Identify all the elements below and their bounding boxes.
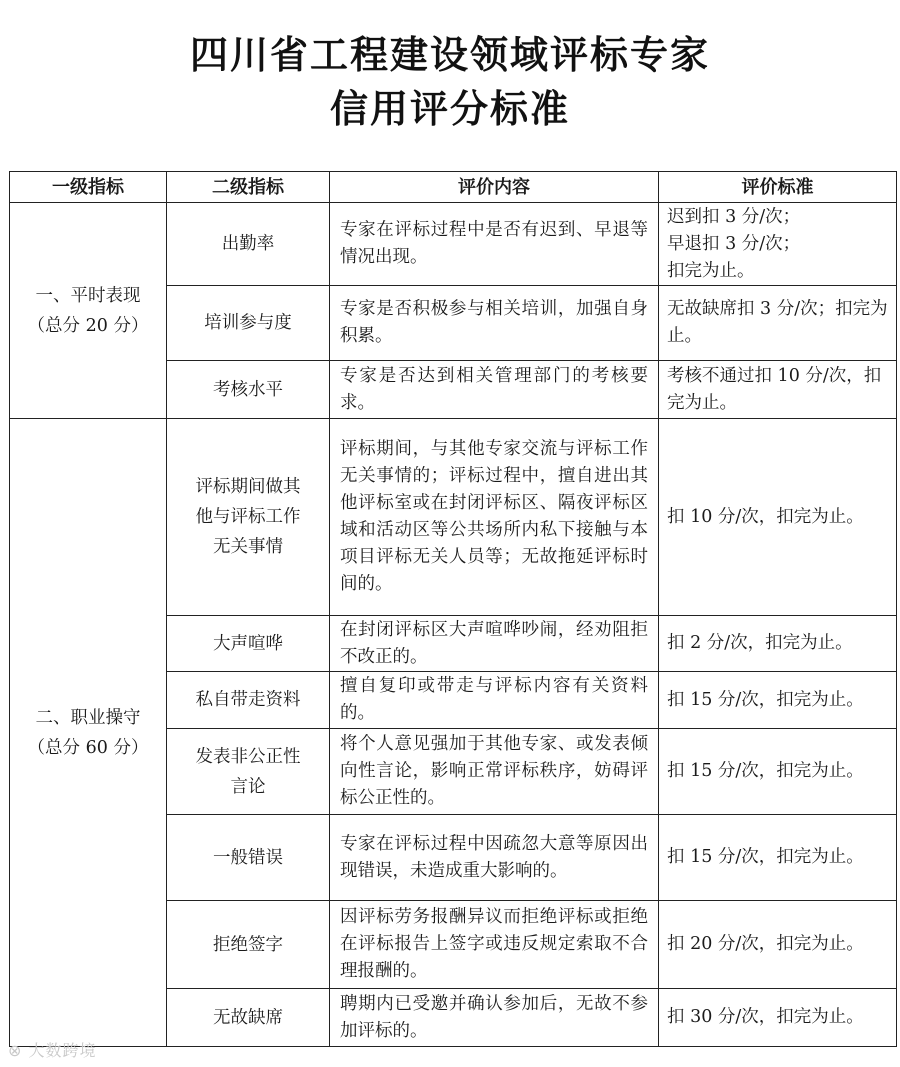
level2-cell: 培训参与度 [167, 286, 330, 361]
content-cell: 专家在评标过程中因疏忽大意等原因出现错误，未造成重大影响的。 [330, 815, 659, 901]
standard-cell: 迟到扣 3 分/次； 早退扣 3 分/次； 扣完为止。 [659, 203, 897, 286]
content-cell: 专家是否达到相关管理部门的考核要求。 [330, 361, 659, 419]
content-cell: 专家是否积极参与相关培训，加强自身积累。 [330, 286, 659, 361]
standard-cell: 扣 10 分/次，扣完为止。 [659, 419, 897, 616]
level2-cell: 私自带走资料 [167, 672, 330, 729]
standard-cell: 扣 15 分/次，扣完为止。 [659, 729, 897, 815]
table-header-row [10, 172, 897, 203]
level1-total: （总分 60 分） [27, 737, 149, 758]
content-cell: 因评标劳务报酬异议而拒绝评标或拒绝在评标报告上签字或违反规定索取不合理报酬的。 [330, 901, 659, 989]
level1-name: 一、平时表现 [35, 285, 141, 306]
level2-cell: 拒绝签字 [167, 901, 330, 989]
level1-name: 二、职业操守 [35, 707, 141, 728]
watermark-text: 大数跨境 [28, 1041, 97, 1060]
scoring-table [9, 171, 897, 1047]
header-level2: 二级指标 [167, 172, 330, 203]
level2-cell: 评标期间做其 他与评标工作 无关事情 [167, 419, 330, 616]
content-cell: 专家在评标过程中是否有迟到、早退等情况出现。 [330, 203, 659, 286]
table-row [10, 203, 897, 286]
standard-cell: 无故缺席扣 3 分/次；扣完为止。 [659, 286, 897, 361]
content-cell: 擅自复印或带走与评标内容有关资料的。 [330, 672, 659, 729]
content-cell: 评标期间，与其他专家交流与评标工作无关事情的；评标过程中，擅自进出其他评标室或在封闭评标区、隔夜评标区域和活动区等公共场所内私下接触与本项目评标无关人员等；无故拖延评标时间的。 [330, 419, 659, 616]
standard-cell: 扣 20 分/次，扣完为止。 [659, 901, 897, 989]
level2-cell: 出勤率 [167, 203, 330, 286]
watermark [8, 1038, 97, 1061]
level2-cell: 考核水平 [167, 361, 330, 419]
header-standard: 评价标准 [659, 172, 897, 203]
standard-cell: 考核不通过扣 10 分/次，扣完为止。 [659, 361, 897, 419]
level2-cell: 大声喧哗 [167, 616, 330, 672]
level2-cell: 无故缺席 [167, 989, 330, 1047]
header-content: 评价内容 [330, 172, 659, 203]
standard-cell: 扣 30 分/次，扣完为止。 [659, 989, 897, 1047]
standard-cell: 扣 2 分/次，扣完为止。 [659, 616, 897, 672]
content-cell: 将个人意见强加于其他专家、或发表倾向性言论，影响正常评标秩序，妨碍评标公正性的。 [330, 729, 659, 815]
level2-cell: 发表非公正性 言论 [167, 729, 330, 815]
level2-cell: 一般错误 [167, 815, 330, 901]
level1-cell [10, 419, 167, 1047]
level1-cell [10, 203, 167, 419]
watermark-logo-icon: ⊗ [8, 1041, 23, 1060]
page-title-line2: 信用评分标准 [329, 87, 570, 131]
standard-cell: 扣 15 分/次，扣完为止。 [659, 672, 897, 729]
standard-cell: 扣 15 分/次，扣完为止。 [659, 815, 897, 901]
content-cell: 在封闭评标区大声喧哗吵闹，经劝阻拒不改正的。 [330, 616, 659, 672]
header-level1: 一级指标 [10, 172, 167, 203]
page-title-line1: 四川省工程建设领域评标专家 [189, 33, 710, 77]
table-row [10, 419, 897, 616]
content-cell: 聘期内已受邀并确认参加后，无故不参加评标的。 [330, 989, 659, 1047]
level1-total: （总分 20 分） [27, 315, 149, 336]
